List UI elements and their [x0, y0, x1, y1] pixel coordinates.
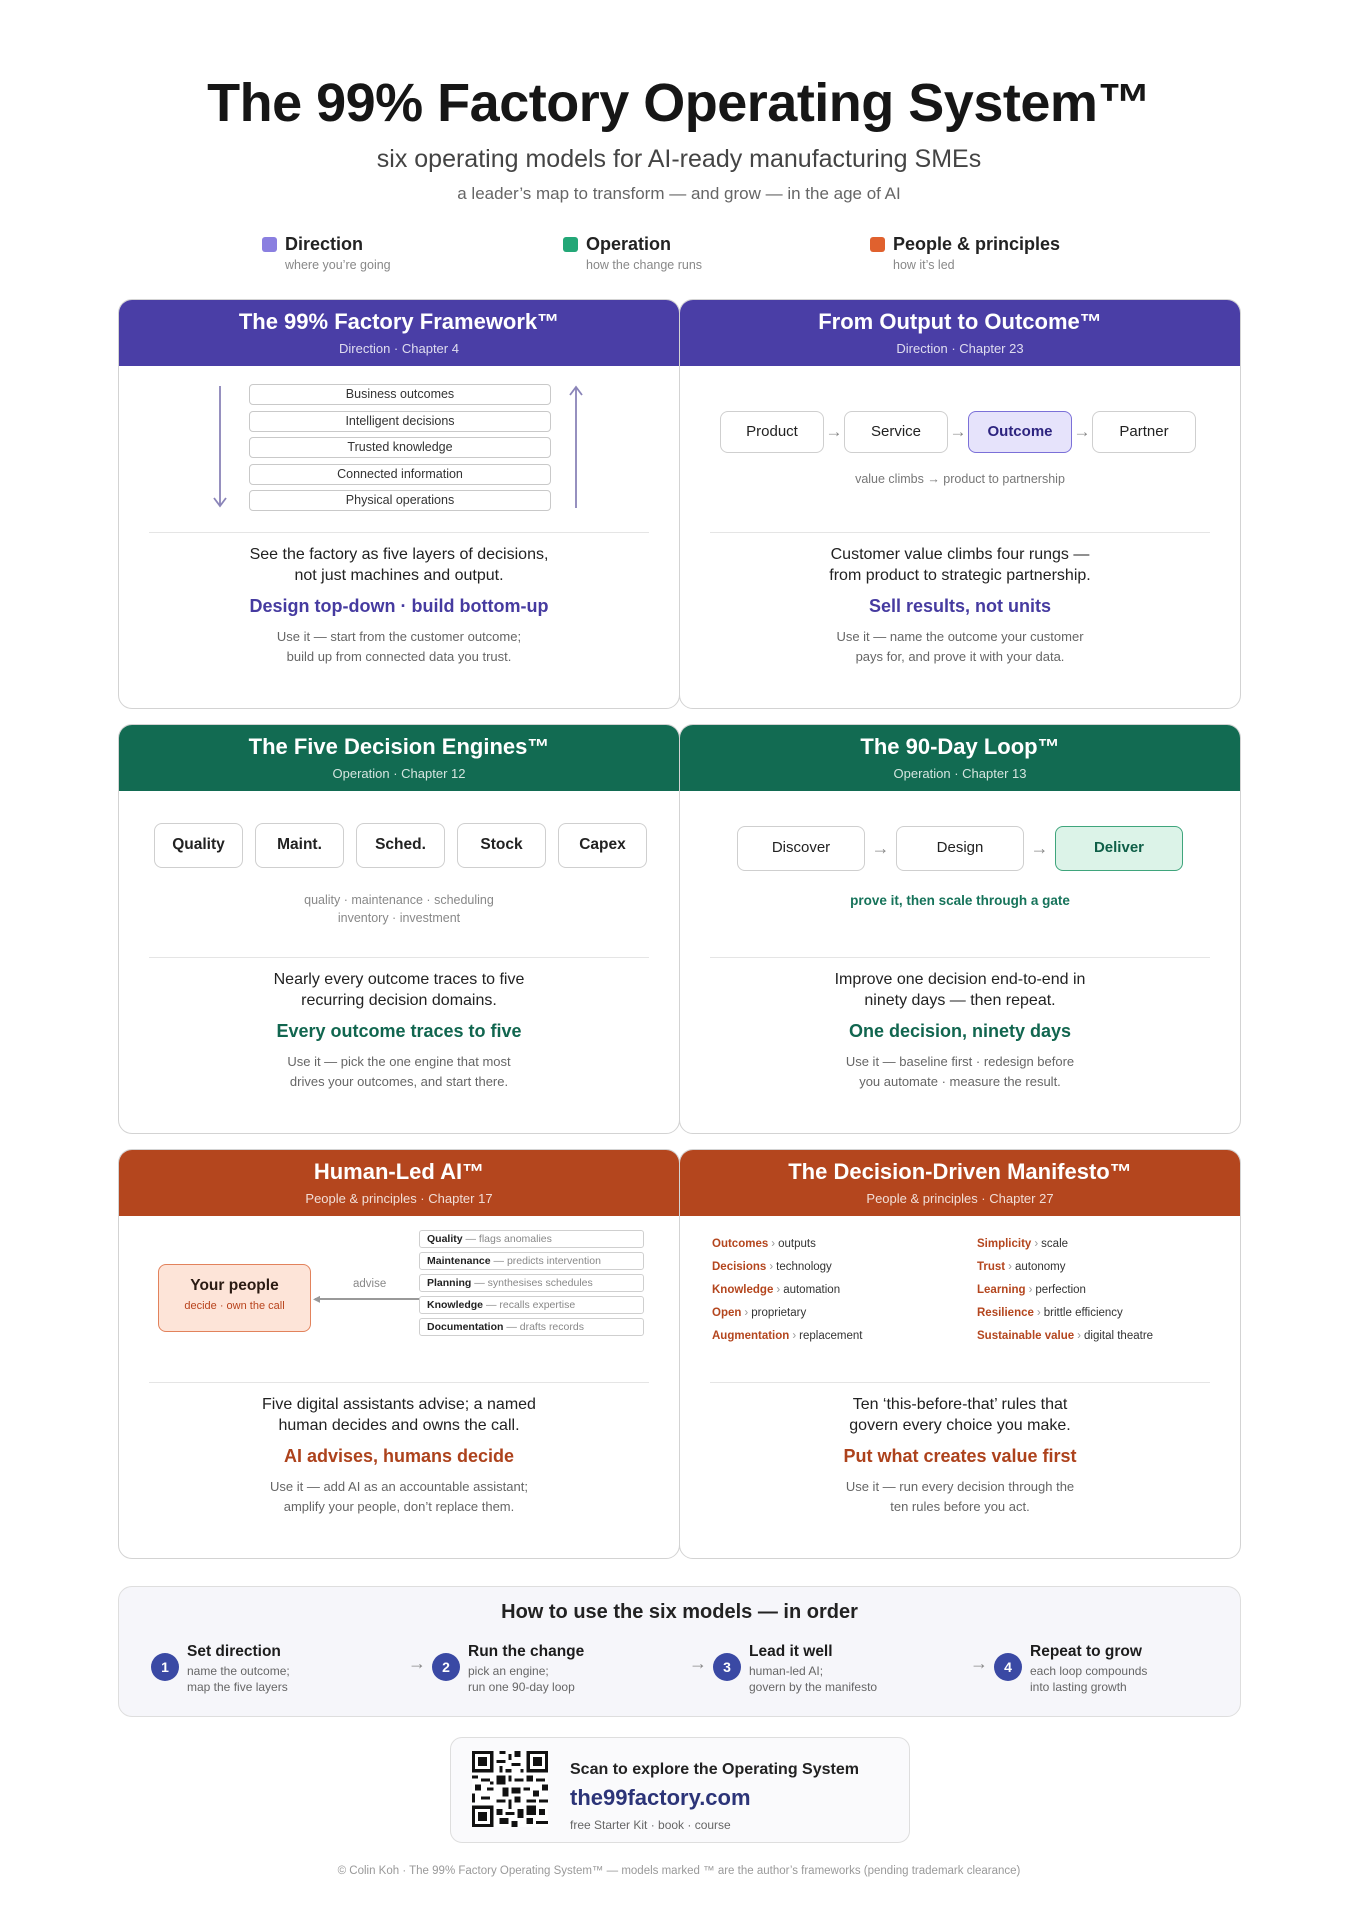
card-subtitle: Operation · Chapter 13 — [893, 766, 1027, 781]
divider — [149, 1382, 649, 1383]
qr-code-icon[interactable] — [472, 1751, 548, 1827]
rule-item: Simplicity › scale — [977, 1238, 1069, 1250]
card-description: Five digital assistants advise; a named human decides and owns the call. — [262, 1396, 536, 1434]
card-usage: Use it — pick the one engine that most drives your outcomes, and start there. — [287, 1054, 511, 1089]
step-number: 1 — [151, 1653, 179, 1681]
step-desc: each loop compounds into lasting growth — [1030, 1664, 1148, 1694]
arrow-right-icon: → — [1073, 422, 1091, 441]
advise-label: advise — [353, 1278, 387, 1290]
assistant-item: Documentation — drafts records — [419, 1318, 644, 1336]
step-title: Set direction — [187, 1643, 281, 1660]
step-number: 3 — [713, 1653, 741, 1681]
loop-steps — [737, 826, 1183, 871]
step-number: 4 — [994, 1653, 1022, 1681]
card-subtitle: Direction · Chapter 4 — [339, 341, 459, 356]
legend-people — [870, 234, 1060, 272]
card-subtitle: People & principles · Chapter 17 — [305, 1191, 493, 1206]
step-desc: pick an engine; run one 90-day loop — [468, 1664, 575, 1694]
card-usage: Use it — start from the customer outcome; build up from connected data you trust. — [276, 629, 522, 664]
card-header — [119, 300, 679, 366]
rules-left — [712, 1233, 962, 1348]
arrow-right-icon: → — [689, 1653, 707, 1673]
rule-item: Augmentation › replacement — [712, 1330, 863, 1342]
rules-right — [977, 1233, 1227, 1348]
engine-note: quality · maintenance · scheduling inventory · investment — [304, 893, 494, 925]
arrow-up-icon — [569, 384, 583, 508]
card-header — [680, 725, 1240, 791]
divider — [710, 1382, 1210, 1383]
website-link[interactable]: the99factory.com — [570, 1785, 751, 1810]
legend-swatch — [262, 237, 277, 252]
card-title: The Five Decision Engines™ — [248, 734, 550, 759]
card-subtitle: People & principles · Chapter 27 — [866, 1191, 1054, 1206]
legend-swatch — [870, 237, 885, 252]
step-title: Repeat to grow — [1030, 1643, 1142, 1660]
card-motto: Design top-down · build bottom-up — [249, 596, 549, 616]
card-title: The 90-Day Loop™ — [860, 734, 1060, 759]
card-subtitle: Operation · Chapter 12 — [332, 766, 466, 781]
step-title: Run the change — [468, 1643, 585, 1660]
step-number: 2 — [432, 1653, 460, 1681]
layer-item: Trusted knowledge — [249, 437, 551, 458]
rule-item: Outcomes › outputs — [712, 1238, 816, 1250]
rung-product: Product — [720, 411, 824, 453]
engine-quality: Quality — [154, 823, 243, 868]
divider — [149, 532, 649, 533]
card-title: From Output to Outcome™ — [818, 309, 1102, 334]
card-header — [119, 725, 679, 791]
card-loop — [679, 724, 1241, 1134]
how-to-use-panel — [118, 1586, 1241, 1717]
legend-sub: how it’s led — [893, 258, 955, 272]
value-chain — [720, 411, 1196, 453]
card-motto: Put what creates value first — [843, 1446, 1077, 1466]
step-3 — [713, 1643, 877, 1695]
arrow-right-icon: → — [970, 1653, 988, 1673]
engine-scheduling: Sched. — [356, 823, 445, 868]
card-title: The 99% Factory Framework™ — [238, 309, 560, 334]
arrow-left-icon: ◂ — [313, 1290, 321, 1306]
layer-stack — [249, 384, 551, 517]
people-title: Your people — [190, 1277, 279, 1294]
people-box — [158, 1264, 311, 1332]
page-subtitle: six operating models for AI-ready manufacturing SMEs — [376, 145, 982, 173]
step-design: Design — [896, 826, 1024, 871]
card-usage: Use it — run every decision through the ten rules before you act. — [845, 1479, 1075, 1514]
people-sub: decide · own the call — [184, 1300, 285, 1312]
card-description: Nearly every outcome traces to five recurring decision domains. — [273, 971, 525, 1009]
chain-note: value climbs → product to partnership — [855, 472, 1065, 486]
card-outcome — [679, 299, 1241, 709]
divider — [149, 957, 649, 958]
card-motto: Sell results, not units — [868, 596, 1052, 616]
step-2 — [432, 1643, 584, 1695]
card-title: Human-Led AI™ — [313, 1159, 485, 1184]
page-title: The 99% Factory Operating System™ — [207, 73, 1151, 133]
qr-offer: free Starter Kit · book · course — [570, 1818, 731, 1832]
card-description: Improve one decision end-to-end in ninety days — then repeat. — [834, 971, 1086, 1009]
assistant-list — [419, 1230, 644, 1340]
divider — [710, 957, 1210, 958]
arrow-right-icon: → — [408, 1653, 426, 1673]
engine-capex: Capex — [558, 823, 647, 868]
card-header — [680, 1150, 1240, 1216]
card-usage: Use it — baseline first · redesign before you automate · measure the result. — [845, 1054, 1075, 1089]
rule-item: Resilience › brittle efficiency — [977, 1307, 1123, 1319]
rung-service: Service — [844, 411, 948, 453]
arrow-right-icon: → — [825, 422, 843, 441]
step-4 — [994, 1643, 1147, 1695]
card-description: Customer value climbs four rungs — from product to strategic partnership. — [829, 546, 1091, 584]
assistant-item: Planning — synthesises schedules — [419, 1274, 644, 1292]
layer-item: Connected information — [249, 464, 551, 485]
legend-swatch — [563, 237, 578, 252]
card-engines — [118, 724, 680, 1134]
footer-copyright: © Colin Koh · The 99% Factory Operating System™ — models marked ™ are the author’s frameworks (pending trademark clearance) — [337, 1865, 1021, 1877]
legend-label: Operation — [586, 234, 672, 254]
card-subtitle: Direction · Chapter 23 — [896, 341, 1024, 356]
qr-panel[interactable] — [450, 1737, 910, 1843]
legend-label: Direction — [285, 234, 364, 254]
card-header — [680, 300, 1240, 366]
card-title: The Decision-Driven Manifesto™ — [788, 1159, 1132, 1184]
rule-item: Trust › autonomy — [977, 1261, 1066, 1273]
arrow-right-icon: → — [949, 422, 967, 441]
rule-item: Learning › perfection — [977, 1284, 1086, 1296]
engine-stock: Stock — [457, 823, 546, 868]
loop-note: prove it, then scale through a gate — [850, 893, 1070, 908]
legend-sub: where you’re going — [285, 258, 391, 272]
layer-item: Physical operations — [249, 490, 551, 511]
layer-item: Intelligent decisions — [249, 411, 551, 432]
arrow-right-icon: → — [871, 838, 890, 858]
step-discover: Discover — [737, 826, 865, 871]
rule-item: Sustainable value › digital theatre — [977, 1330, 1154, 1342]
qr-caption: Scan to explore the Operating System — [570, 1761, 859, 1778]
advise-arrow — [315, 1298, 425, 1300]
card-motto: AI advises, humans decide — [283, 1446, 515, 1466]
card-description: Ten ‘this-before-that’ rules that govern every choice you make. — [849, 1396, 1071, 1434]
rule-item: Decisions › technology — [712, 1261, 832, 1273]
card-human-led-ai — [118, 1149, 680, 1559]
rung-outcome: Outcome — [968, 411, 1072, 453]
card-usage: Use it — add AI as an accountable assistant; amplify your people, don’t replace them. — [270, 1479, 528, 1514]
card-framework — [118, 299, 680, 709]
card-usage: Use it — name the outcome your customer pays for, and prove it with your data. — [836, 629, 1084, 664]
card-header — [119, 1150, 679, 1216]
arrow-down-icon — [213, 386, 227, 510]
step-1 — [151, 1643, 290, 1695]
rung-partner: Partner — [1092, 411, 1196, 453]
step-title: Lead it well — [749, 1643, 833, 1660]
legend-direction — [262, 234, 391, 272]
engine-list — [154, 823, 647, 868]
arrow-right-icon: → — [1030, 838, 1049, 858]
assistant-item: Knowledge — recalls expertise — [419, 1296, 644, 1314]
card-manifesto — [679, 1149, 1241, 1559]
assistant-item: Maintenance — predicts intervention — [419, 1252, 644, 1270]
layer-item: Business outcomes — [249, 384, 551, 405]
card-motto: Every outcome traces to five — [276, 1021, 522, 1041]
step-desc: human-led AI; govern by the manifesto — [749, 1664, 878, 1694]
legend-label: People & principles — [893, 234, 1061, 254]
card-motto: One decision, ninety days — [848, 1021, 1072, 1041]
card-description: See the factory as five layers of decisions, not just machines and output. — [249, 546, 549, 584]
rule-item: Open › proprietary — [712, 1307, 807, 1319]
step-deliver: Deliver — [1055, 826, 1183, 871]
assistant-item: Quality — flags anomalies — [419, 1230, 644, 1248]
divider — [710, 532, 1210, 533]
rule-item: Knowledge › automation — [712, 1284, 841, 1296]
page-tagline: a leader’s map to transform — and grow — in the age of AI — [457, 184, 901, 203]
legend-sub: how the change runs — [586, 258, 703, 272]
engine-maintenance: Maint. — [255, 823, 344, 868]
how-to-title: How to use the six models — in order — [501, 1601, 858, 1623]
step-desc: name the outcome; map the five layers — [187, 1664, 290, 1694]
legend-operation — [563, 234, 702, 272]
